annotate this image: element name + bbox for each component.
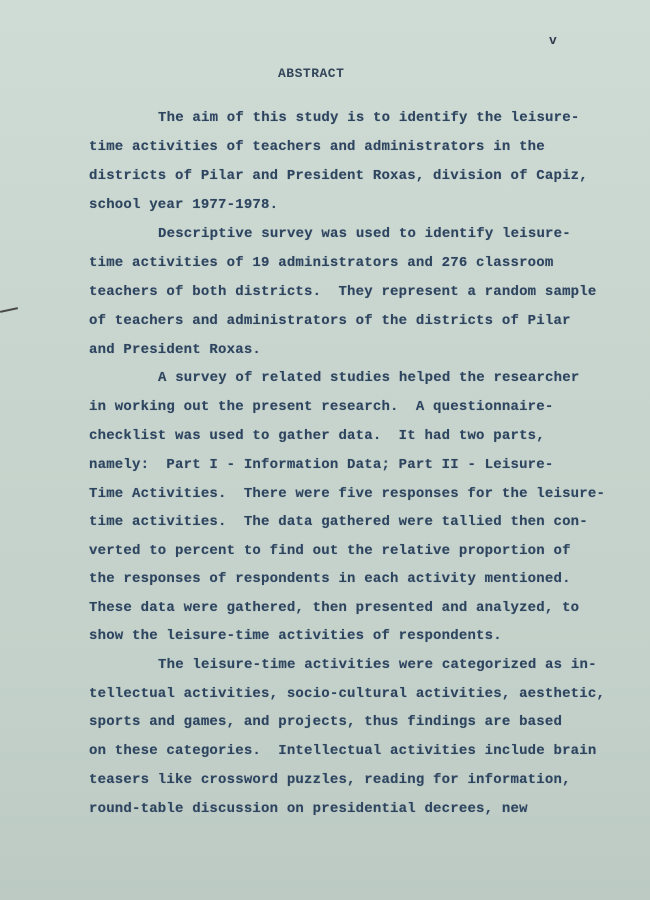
page-title: ABSTRACT	[278, 66, 345, 81]
text-line: and President Roxas.	[89, 342, 262, 358]
text-line: The leisure-time activities were categorized as in-	[158, 657, 597, 673]
text-line: The aim of this study is to identify the leisure-	[158, 110, 580, 126]
text-line: time activities of teachers and administrators in the	[89, 139, 545, 155]
text-line: time activities. The data gathered were tallied then con-	[89, 514, 588, 530]
text-line: Time Activities. There were five responses for the leisure-	[89, 486, 606, 502]
text-line: These data were gathered, then presented and analyzed, to	[89, 600, 580, 616]
text-line: Descriptive survey was used to identify leisure-	[158, 226, 571, 242]
text-line: round-table discussion on presidential decrees, new	[89, 801, 528, 817]
text-line: sports and games, and projects, thus findings are based	[89, 714, 563, 730]
text-line: teasers like crossword puzzles, reading for information,	[89, 772, 571, 788]
text-line: namely: Part I - Information Data; Part II - Leisure-	[89, 457, 554, 473]
text-line: tellectual activities, socio-cultural activities, aesthetic,	[89, 686, 606, 702]
page-number: v	[549, 33, 557, 48]
text-line: districts of Pilar and President Roxas, division of Capiz,	[89, 168, 588, 184]
text-line: A survey of related studies helped the researcher	[158, 370, 580, 386]
text-line: verted to percent to find out the relative proportion of	[89, 543, 571, 559]
text-line: of teachers and administrators of the districts of Pilar	[89, 313, 571, 329]
text-line: the responses of respondents in each activity mentioned.	[89, 571, 571, 587]
text-line: on these categories. Intellectual activities include brain	[89, 743, 597, 759]
text-line: school year 1977-1978.	[89, 197, 279, 213]
margin-mark	[0, 307, 18, 313]
text-line: show the leisure-time activities of respondents.	[89, 628, 502, 644]
text-line: in working out the present research. A questionnaire-	[89, 399, 554, 415]
text-line: time activities of 19 administrators and 276 classroom	[89, 255, 554, 271]
text-line: checklist was used to gather data. It had two parts,	[89, 428, 545, 444]
text-line: teachers of both districts. They represent a random sample	[89, 284, 597, 300]
